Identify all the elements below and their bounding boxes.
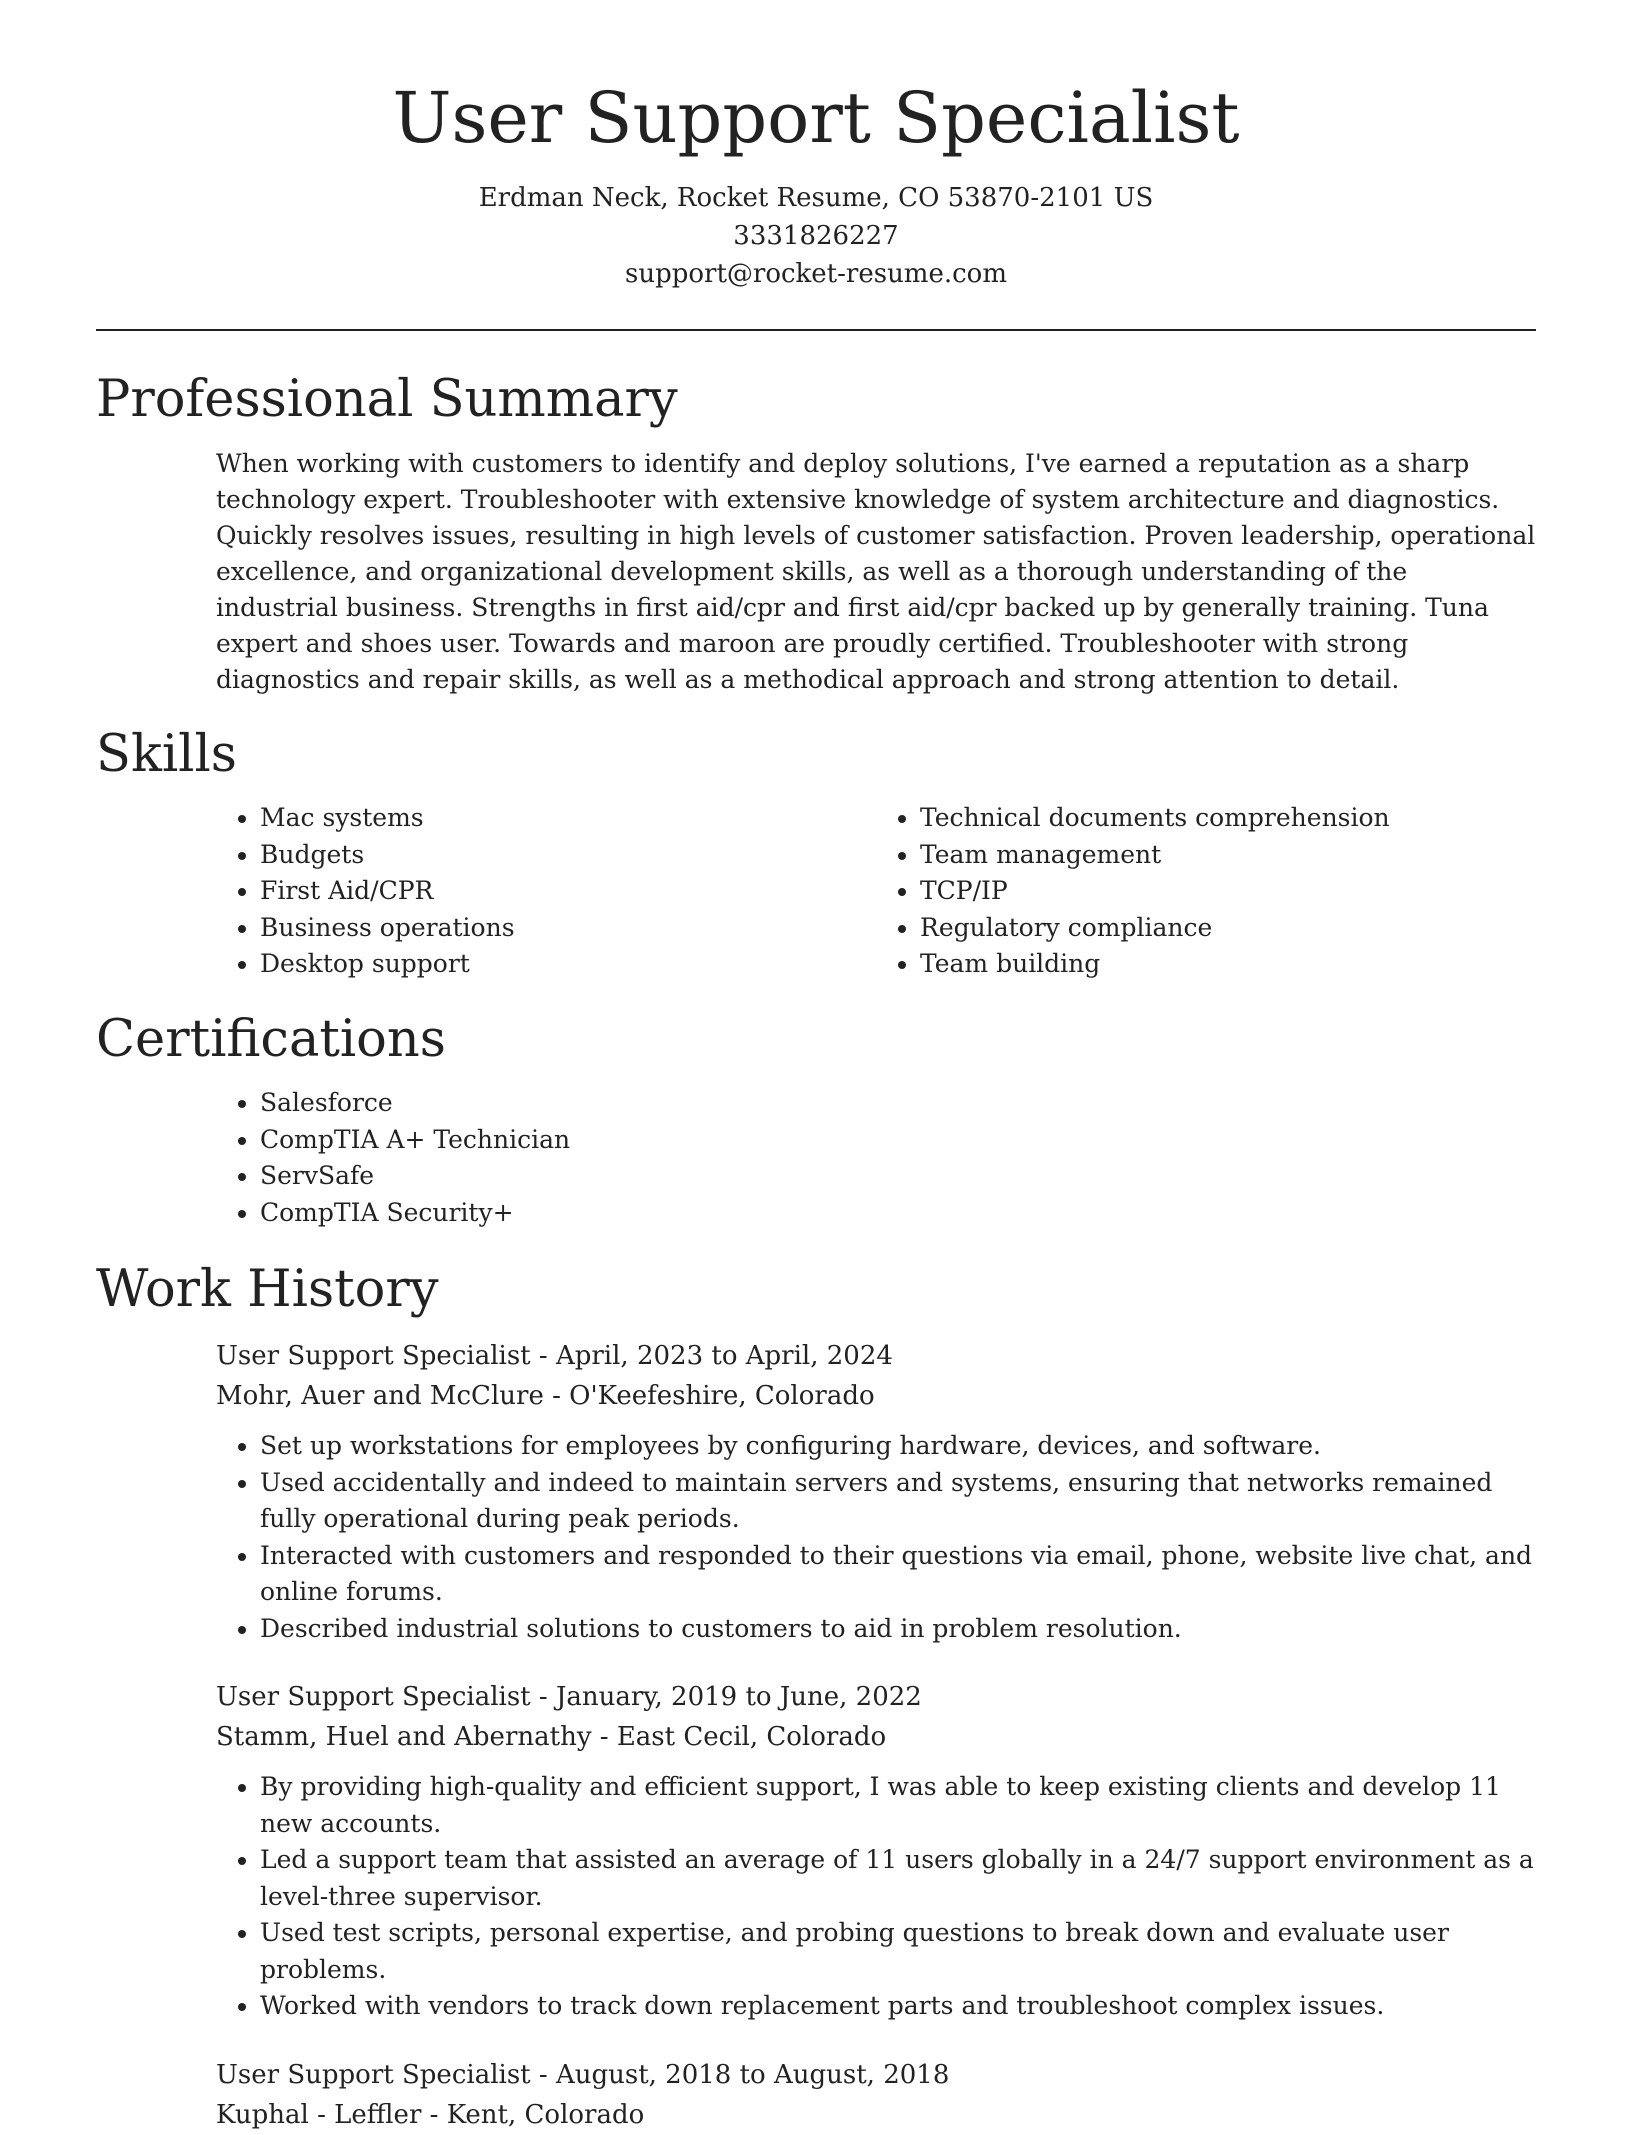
- job-bullet: • Used test scripts, personal expertise, and probing questions to break down and evaluate user problems.: [260, 1915, 1536, 1988]
- job-entry: [216, 1677, 1536, 2025]
- job-dates: - August, 2018 to August, 2018: [530, 2059, 950, 2090]
- summary-section: [96, 371, 1536, 698]
- job-location: - East Cecil, Colorado: [591, 1722, 887, 1753]
- skill-item: • Business operations: [260, 910, 876, 947]
- job-bullets: [216, 1428, 1536, 1647]
- job-bullet: • Interacted with customers and responded to their questions via email, phone, website live chat, and online forums.: [260, 1538, 1536, 1611]
- job-dates: - January, 2019 to June, 2022: [530, 1682, 922, 1713]
- job-company-line: [216, 2095, 1536, 2135]
- work-history-heading: Work History: [96, 1260, 439, 1320]
- skill-item: • Regulatory compliance: [920, 910, 1536, 947]
- job-location: - Kent, Colorado: [421, 2099, 645, 2130]
- job-company-line: [216, 1717, 1536, 1757]
- certification-item: • Salesforce: [260, 1085, 1536, 1122]
- work-history-section: [96, 1261, 1536, 2134]
- skill-item: • Team building: [920, 946, 1536, 983]
- certifications-section: [96, 1011, 1536, 1232]
- skills-list-left: [216, 800, 876, 983]
- job-company: Mohr, Auer and McClure: [216, 1381, 544, 1412]
- header-divider: [96, 329, 1536, 331]
- skill-item: • Team management: [920, 837, 1536, 874]
- summary-heading: Professional Summary: [96, 370, 678, 429]
- certification-item: • ServSafe: [260, 1158, 1536, 1195]
- certification-item: • CompTIA A+ Technician: [260, 1122, 1536, 1159]
- job-company: Stamm, Huel and Abernathy: [216, 1722, 592, 1753]
- skill-item: • TCP/IP: [920, 873, 1536, 910]
- job-title-line: [216, 1677, 1536, 1717]
- job-bullets: [216, 1769, 1536, 2025]
- job-entry: [216, 2055, 1536, 2135]
- job-title-line: [216, 1336, 1536, 1376]
- skill-item: • First Aid/CPR: [260, 873, 876, 910]
- job-entry: [216, 1336, 1536, 1647]
- contact-email: support@rocket-resume.com: [624, 259, 1007, 289]
- job-title: User Support Specialist: [216, 2059, 531, 2090]
- skills-section: [96, 726, 1536, 983]
- skill-item: • Technical documents comprehension: [920, 800, 1536, 837]
- job-title: User Support Specialist: [216, 1682, 531, 1713]
- job-bullet: • Led a support team that assisted an average of 11 users globally in a 24/7 support environment as a level-three supervisor.: [260, 1842, 1536, 1915]
- contact-address: Erdman Neck, Rocket Resume, CO 53870-2101 US: [478, 183, 1154, 213]
- skill-item: • Budgets: [260, 837, 876, 874]
- job-company-line: [216, 1376, 1536, 1416]
- certifications-heading: Certifications: [96, 1009, 446, 1069]
- certification-item: • CompTIA Security+: [260, 1195, 1536, 1232]
- job-bullet: • Used accidentally and indeed to maintain servers and systems, ensuring that networks remained fully operational during peak periods.: [260, 1465, 1536, 1538]
- certifications-list: [216, 1085, 1536, 1231]
- job-dates: - April, 2023 to April, 2024: [530, 1341, 893, 1372]
- job-bullet: • Worked with vendors to track down replacement parts and troubleshoot complex issues.: [260, 1988, 1536, 2025]
- job-company: Kuphal - Leffler: [216, 2099, 422, 2130]
- skill-item: • Mac systems: [260, 800, 876, 837]
- skill-item: • Desktop support: [260, 946, 876, 983]
- job-title: User Support Specialist: [216, 1341, 531, 1372]
- job-bullet: • Set up workstations for employees by configuring hardware, devices, and software.: [260, 1428, 1536, 1465]
- job-title-line: [216, 2055, 1536, 2095]
- resume-name: User Support Specialist: [392, 77, 1240, 159]
- skills-heading: Skills: [96, 724, 237, 784]
- job-location: - O'Keefeshire, Colorado: [543, 1381, 875, 1412]
- skills-list-right: [876, 800, 1536, 983]
- job-bullet: • Described industrial solutions to customers to aid in problem resolution.: [260, 1611, 1536, 1648]
- summary-text: When working with customers to identify and deploy solutions, I've earned a reputation as a sharp technology expert. Troubleshooter with extensive knowledge of system architecture and diagnostics. Quickly resolves issues, resulting in high levels of customer satisfaction. Proven leadership, operational excellence, and organizational development skills, as well as a thorough understanding of the industrial business. Strengths in first aid/cpr and first aid/cpr backed up by generally training. Tuna expert and shoes user. Towards and maroon are proudly certified. Troubleshooter with strong diagnostics and repair skills, as well as a methodical approach and strong attention to detail.: [216, 448, 1536, 694]
- contact-phone: 3331826227: [733, 221, 899, 251]
- resume-header: [96, 77, 1536, 293]
- job-bullet: • By providing high-quality and efficient support, I was able to keep existing clients and develop 11 new accounts.: [260, 1769, 1536, 1842]
